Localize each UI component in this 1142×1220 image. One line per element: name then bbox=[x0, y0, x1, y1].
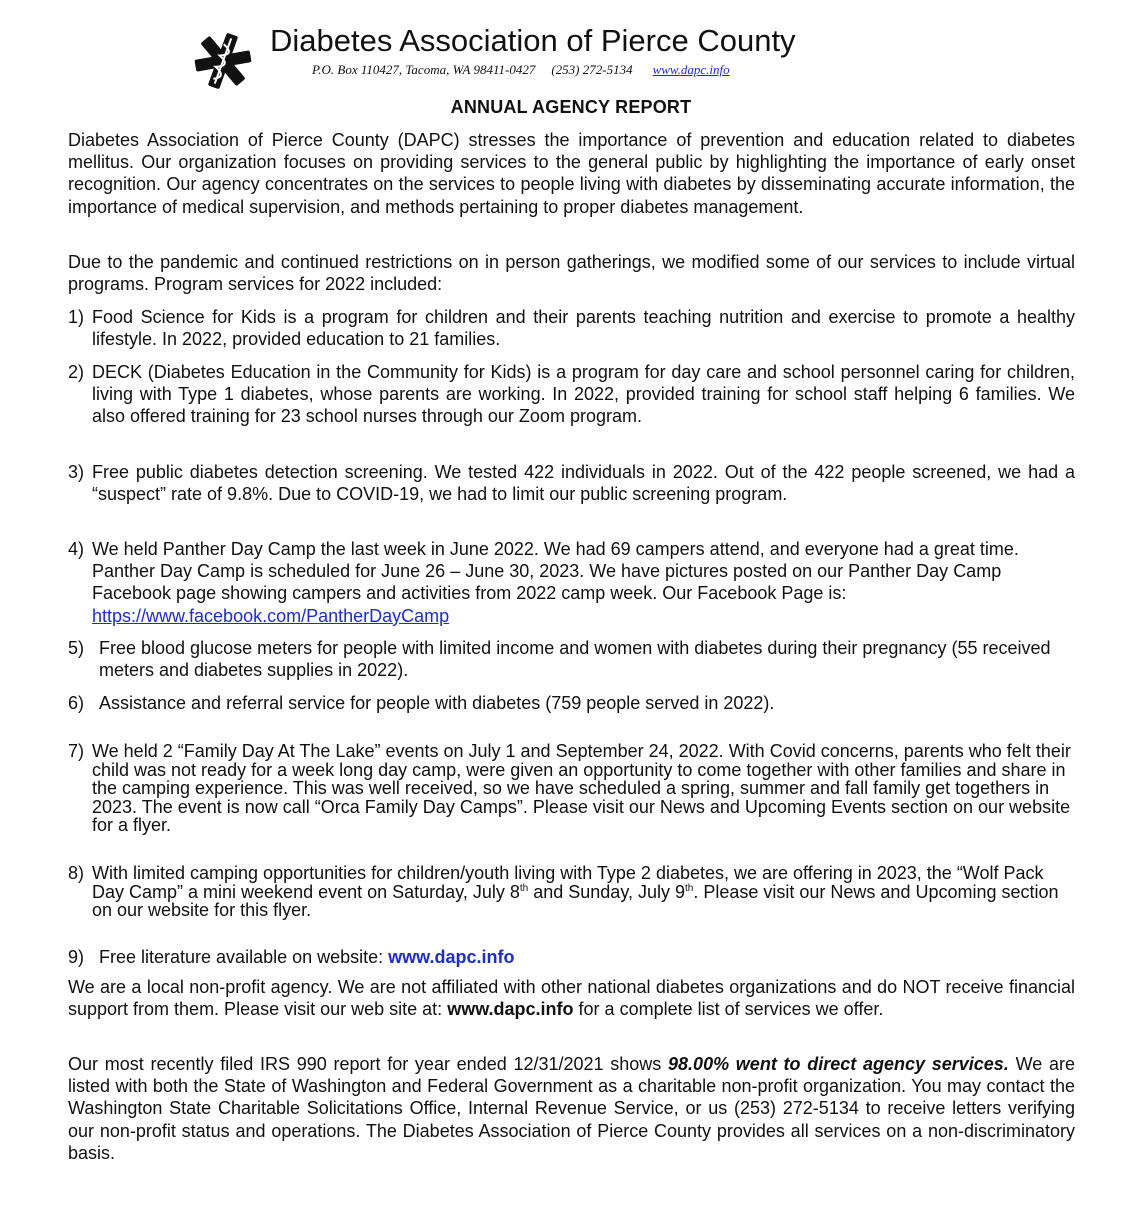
item-text: DECK (Diabetes Education in the Community for Kids) is a program for day care and school personnel caring for children, living with Type 1 diabetes, whose parents are working. In 2022, provided training for school staff helping 6 families. We also offered training for 23 school nurses through our Zoom program. bbox=[92, 362, 1075, 427]
item-number: 5) bbox=[68, 638, 85, 658]
item-body: We held Panther Day Camp the last week in June 2022. We had 69 campers attend, and everyone had a great time. Panther Day Camp is scheduled for June 26 – June 30, 2023. We have pictures posted on our Panther Day Camp Facebook page showing campers and activities from 2022 camp week. Our Facebook Page is: bbox=[92, 539, 1019, 604]
item-text: Free public diabetes detection screening. We tested 422 individuals in 2022. Out of the 422 people screened, we had a “suspect” rate of 9.8%. Due to COVID-19, we had to limit our public screening program. bbox=[92, 462, 1075, 505]
paragraph-text: We are a local non-profit agency. We are not affiliated with other national diabetes organizations and do NOT receive financial support from them. Please visit our web site at: bbox=[68, 977, 1075, 1020]
contact-line bbox=[312, 61, 730, 79]
list-item bbox=[68, 538, 1075, 627]
item-number: 3) bbox=[68, 462, 85, 482]
item-text bbox=[99, 946, 1075, 968]
paragraph-text: We are listed with both the State of Washington and Federal Government as a charitable non-profit organization. You may contact the Washington State Charitable Solicitations Office, Internal Revenue Service, or us (253) 272-5134 to receive letters verifying our non-profit status and operations. The Diabetes Association of Pierce County provides all services on a non-discriminatory basis. bbox=[68, 1054, 1075, 1163]
item-body: Free literature available on website: bbox=[99, 947, 384, 967]
item-text bbox=[92, 864, 1075, 920]
ordinal-suffix: th bbox=[685, 882, 694, 894]
item-body: and Sunday, July 9 bbox=[528, 881, 686, 902]
item-number: 7) bbox=[68, 741, 85, 761]
item-number: 2) bbox=[68, 362, 85, 382]
irs-paragraph bbox=[68, 1053, 1075, 1164]
facebook-link[interactable]: https://www.facebook.com/PantherDayCamp bbox=[92, 605, 450, 626]
item-text: Assistance and referral service for people with diabetes (759 people served in 2022). bbox=[99, 693, 775, 713]
item-text bbox=[92, 538, 1075, 627]
list-item bbox=[68, 637, 1075, 681]
list-item bbox=[68, 461, 1075, 505]
ordinal-suffix: th bbox=[519, 882, 529, 894]
item-text: Food Science for Kids is a program for children and their parents teaching nutrition and exercise to promote a healthy lifestyle. In 2022, provided education to 21 families. bbox=[92, 307, 1075, 350]
intro-paragraph: Diabetes Association of Pierce County (DAPC) stresses the importance of prevention and education related to diabetes mellitus. Our organization focuses on providing services to the general public by highlighting the importance of early onset recognition. Our agency concentrates on the services to people living with diabetes by disseminating accurate information, the importance of medical supervision, and methods pertaining to proper diabetes management. bbox=[68, 130, 1075, 217]
list-item bbox=[68, 692, 1075, 714]
item-body: . Please visit our News and Upcoming section on our website for this flyer. bbox=[92, 881, 1059, 921]
pandemic-paragraph: Due to the pandemic and continued restrictions on in person gatherings, we modified some of our services to include virtual programs. Program services for 2022 included: bbox=[68, 252, 1075, 295]
item-number: 8) bbox=[68, 863, 85, 883]
list-item bbox=[68, 864, 1075, 920]
organization-name: Diabetes Association of Pierce County bbox=[270, 23, 796, 58]
list-item bbox=[68, 946, 1075, 968]
services-percentage: 98.00% went to direct agency services. bbox=[668, 1054, 1009, 1074]
item-number: 4) bbox=[68, 539, 85, 559]
literature-website-link[interactable]: www.dapc.info bbox=[388, 947, 515, 967]
website-text: www.dapc.info bbox=[447, 999, 574, 1020]
nonprofit-paragraph bbox=[68, 976, 1075, 1020]
paragraph-text: for a complete list of services we offer. bbox=[578, 999, 884, 1020]
paragraph-text: Our most recently filed IRS 990 report for year ended 12/31/2021 shows bbox=[68, 1054, 662, 1074]
phone-number: (253) 272-5134 bbox=[551, 62, 633, 77]
medical-star-caduceus-icon bbox=[190, 30, 260, 90]
report-title: ANNUAL AGENCY REPORT bbox=[450, 97, 692, 117]
item-number: 6) bbox=[68, 693, 85, 713]
list-item bbox=[68, 306, 1075, 350]
item-body: With limited camping opportunities for children/youth living with Type 2 diabetes, we are offering in 2023, the “Wolf Pack Day Camp” a mini weekend event on Saturday, July 8 bbox=[92, 863, 1044, 902]
list-item bbox=[68, 742, 1075, 835]
item-text: We held 2 “Family Day At The Lake” events on July 1 and September 24, 2022. With Covid concerns, parents who felt their child was not ready for a week long day camp, were given an opportunity to come together with other families and share in the camping experience. This was well received, so we have scheduled a spring, summer and fall family get togethers in 2023. The event is now call “Orca Family Day Camps”. Please visit our News and Upcoming Events section on our website for a flyer. bbox=[92, 741, 1071, 836]
item-number: 1) bbox=[68, 307, 85, 327]
item-text: Free blood glucose meters for people with limited income and women with diabetes during their pregnancy (55 received meters and diabetes supplies in 2022). bbox=[99, 638, 1051, 681]
list-item bbox=[68, 361, 1075, 428]
website-link[interactable]: www.dapc.info bbox=[652, 62, 730, 77]
mailing-address: P.O. Box 110427, Tacoma, WA 98411-0427 bbox=[312, 62, 536, 77]
item-number: 9) bbox=[68, 947, 85, 967]
